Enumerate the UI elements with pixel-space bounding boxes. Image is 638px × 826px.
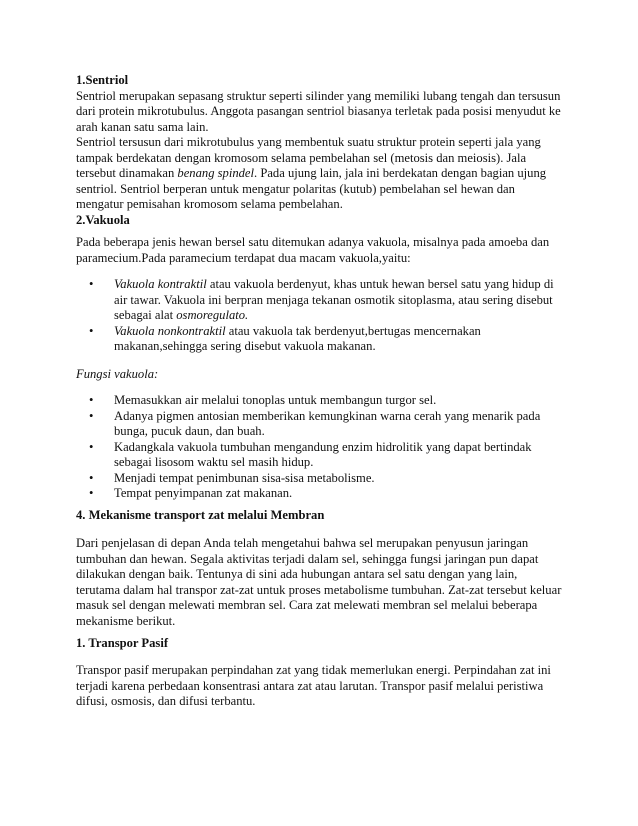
list-item: • Menjadi tempat penimbunan sisa-sisa metabolisme. (76, 471, 564, 487)
heading-transpor-pasif: 1. Transpor Pasif (76, 636, 169, 650)
term-vakuola-kontraktil: Vakuola kontraktil (114, 277, 207, 291)
section-mekanisme-body (76, 536, 564, 629)
list-item: • Adanya pigmen antosian memberikan kemungkinan warna cerah yang menarik pada bunga, pucuk daun, dan buah. (76, 409, 564, 440)
list-item-vakuola-nonkontraktil (76, 324, 564, 355)
fungsi-vakuola-label-block (76, 367, 564, 383)
sentriol-paragraph-2-text-b: . Pada ujung lain, jala ini berdekatan dengan bagian ujung sentriol. Sentriol berperan untuk mengatur polaritas (kutub) pembelahan sel hewan dan mengatur pemisahan kromosom selama pembelahan. (76, 166, 547, 211)
sentriol-paragraph-2-text-a: Sentriol tersusun dari mikrotubulus yang membentuk suatu struktur protein seperti jala yang tampak berdekatan dengan kromosom selama pembelahan sel (metosis dan meiosis). Jala tersebut dinamakan (76, 135, 541, 180)
heading-mekanisme-transport: 4. Mekanisme transport zat melalui Membran (76, 508, 325, 522)
vakuola-types-list (76, 277, 564, 355)
vakuola-nonkontraktil-text: atau vakuola tak berdenyut,bertugas mencernakan makanan,sehingga sering disebut vakuola makanan. (114, 323, 481, 353)
section-transpor-pasif-body (76, 663, 564, 710)
list-item: • Memasukkan air melalui tonoplas untuk membangun turgor sel. (76, 393, 564, 409)
heading-vakuola: 2.Vakuola (76, 212, 130, 227)
vakuola-intro (76, 235, 564, 266)
sentriol-paragraph-1: Sentriol merupakan sepasang struktur seperti silinder yang memiliki lubang tengah dan tersusun dari protein mikrotubulus. Anggota pasangan sentriol biasanya terletak pada posisi menyudut ke arah kanan satu sama lain. (76, 88, 561, 134)
vakuola-kontraktil-text: atau vakuola berdenyut, khas untuk hewan bersel satu yang hidup di air tawar. Vakuola ini berpran menjaga tekanan osmotik sitoplasma, atau sering disebut sebagai alat (114, 277, 554, 322)
section-mekanisme-heading (76, 508, 564, 524)
term-vakuola-nonkontraktil: Vakuola nonkontraktil (114, 323, 226, 338)
section-sentriol (76, 73, 564, 228)
section-transpor-pasif-heading (76, 636, 564, 652)
list-item: • Tempat penyimpanan zat makanan. (76, 486, 564, 502)
fungsi-vakuola-list (76, 393, 564, 502)
term-benang-spindel: benang spindel (177, 166, 255, 180)
vakuola-intro-text: Pada beberapa jenis hewan bersel satu ditemukan adanya vakuola, misalnya pada amoeba dan paramecium.Pada paramecium terdapat dua macam vakuola,yaitu: (76, 235, 550, 265)
list-item-vakuola-kontraktil (76, 277, 564, 324)
list-item: • Kadangkala vakuola tumbuhan mengandung enzim hidrolitik yang dapat bertindak sebagai lisosom waktu sel masih hidup. (76, 440, 564, 471)
transpor-pasif-paragraph: Transpor pasif merupakan perpindahan zat yang tidak memerlukan energi. Perpindahan zat ini terjadi karena perbedaan konsentrasi antara zat atau larutan. Transpor pasif melalui peristiwa difusi, osmosis, dan difusi terbantu. (76, 663, 551, 708)
term-osmoregulato: osmoregulato. (176, 308, 249, 322)
fungsi-vakuola-label: Fungsi vakuola: (76, 367, 159, 381)
heading-sentriol: 1.Sentriol (76, 73, 129, 87)
sentriol-paragraph-2 (76, 135, 564, 213)
mekanisme-paragraph: Dari penjelasan di depan Anda telah mengetahui bahwa sel merupakan penyusun jaringan tumbuhan dan hewan. Segala aktivitas terjadi dalam sel, sehingga fungsi jaringan pun dapat dilakukan dengan baik. Tentunya di sini ada hubungan antara sel satu dengan yang lain, terutama dalam hal transpor zat-zat untuk proses metabolisme tumbuhan. Zat-zat tersebut keluar masuk sel dengan melewati membran sel. Cara zat melewati membran sel melalui beberapa mekanisme berikut. (76, 536, 562, 628)
